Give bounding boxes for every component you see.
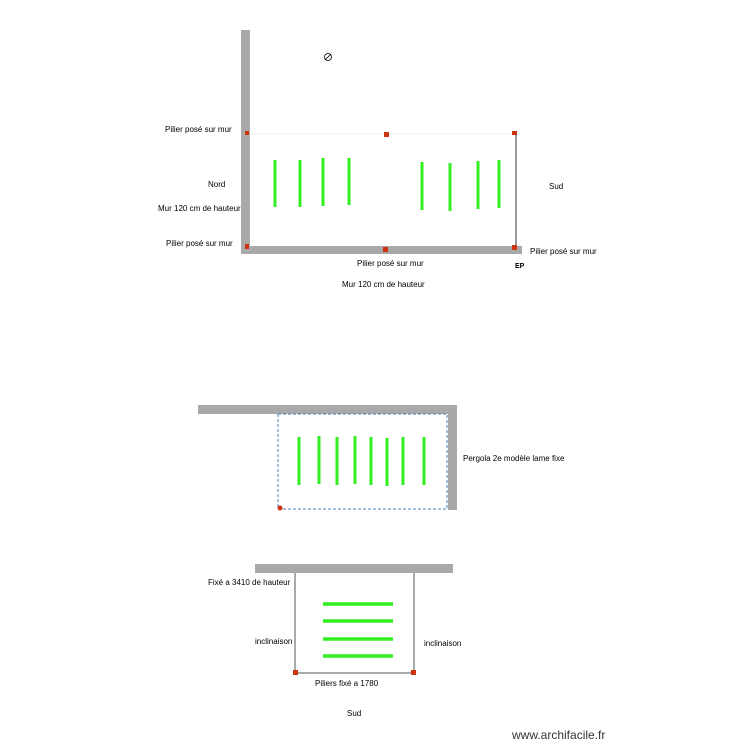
label-pillar-left-top: Pilier posé sur mur: [165, 125, 232, 134]
slats-left-group: [275, 158, 349, 207]
label-north: Nord: [208, 180, 226, 189]
plan-1: [241, 30, 522, 254]
label-south-plan-3: Sud: [347, 709, 362, 718]
watermark-link[interactable]: www.archifacile.fr: [512, 728, 606, 742]
label-fixed-height: Fixé a 3410 de hauteur: [208, 578, 291, 587]
pillar: [383, 247, 388, 252]
label-south-plan-1: Sud: [549, 182, 564, 191]
label-pillar-left-bottom: Pilier posé sur mur: [166, 239, 233, 248]
pillar: [512, 131, 517, 135]
slats-right-group: [422, 160, 499, 211]
label-ep: EP: [515, 263, 525, 270]
wall-south: [241, 246, 522, 254]
pillar: [512, 245, 517, 250]
label-incline-left: inclinaison: [255, 637, 293, 646]
label-pergola-model: Pergola 2e modèle lame fixe: [463, 454, 565, 463]
wall-east: [448, 405, 457, 510]
pillar: [245, 244, 249, 249]
compass-icon: [325, 54, 332, 61]
wall-north: [198, 405, 457, 414]
label-wall-left: Mur 120 cm de hauteur: [158, 204, 241, 213]
label-wall-bottom: Mur 120 cm de hauteur: [342, 280, 425, 289]
slats-pergola-2: [299, 436, 424, 486]
wall-west: [241, 30, 250, 254]
pillar: [384, 132, 389, 137]
label-pillars-fixed: Piliers fixé a 1780: [315, 679, 379, 688]
pillars-plan-1: [245, 131, 517, 252]
label-incline-right: inclinaison: [424, 639, 462, 648]
pillar: [245, 131, 249, 135]
plan-2: [198, 405, 457, 511]
label-pillar-bottom-right: Pilier posé sur mur: [530, 247, 597, 256]
slats-pergola-3: [323, 604, 393, 656]
pillar: [278, 506, 283, 511]
pergola-dashed-outline: [278, 414, 447, 509]
pillar: [293, 670, 298, 675]
wall-north-3: [255, 564, 453, 573]
label-pillar-bottom-mid: Pilier posé sur mur: [357, 259, 424, 268]
pillar: [411, 670, 416, 675]
